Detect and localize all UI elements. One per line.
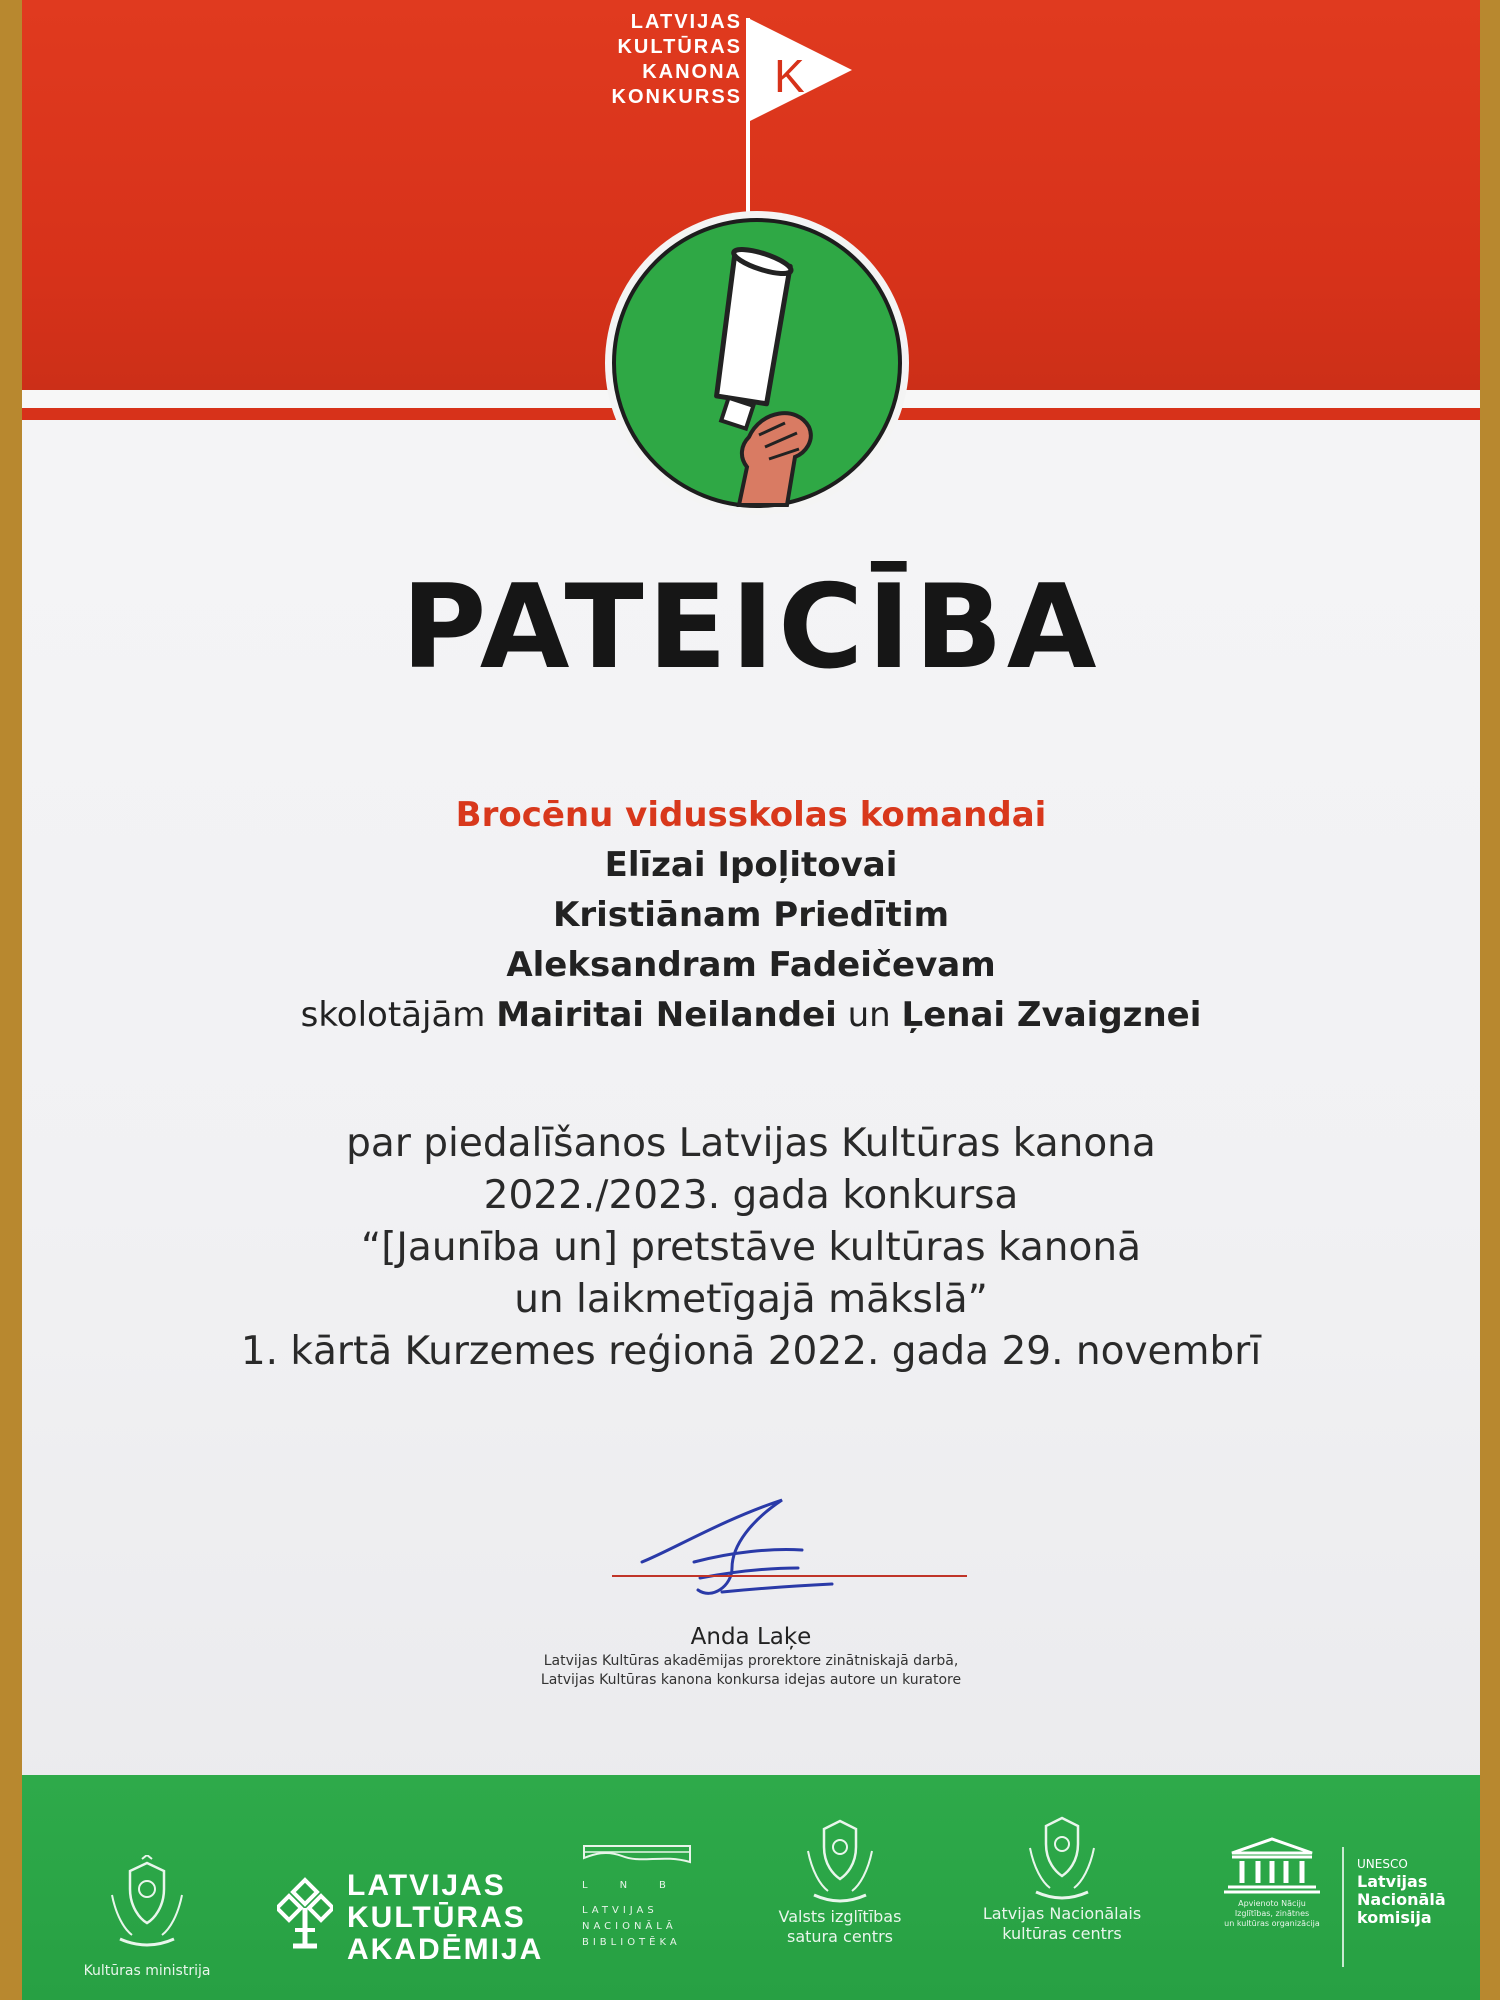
unesco-commission-line: Nacionālā komisija bbox=[1357, 1890, 1446, 1927]
reason-line: par piedalīšanos Latvijas Kultūras kanona bbox=[346, 1121, 1156, 1166]
academy-logo bbox=[277, 1870, 543, 1966]
unesco-commission-line: Latvijas bbox=[1357, 1872, 1428, 1891]
library-logo bbox=[582, 1842, 712, 1951]
ministry-name: Kultūras ministrija bbox=[83, 1963, 211, 1979]
contest-logo-line: KANONA bbox=[642, 61, 742, 83]
unesco-small-line: Apvienoto Nāciju bbox=[1238, 1899, 1306, 1908]
teachers-line bbox=[22, 990, 1480, 1040]
reason-line: 2022./2023. gada konkursa bbox=[483, 1173, 1019, 1218]
coat-of-arms-icon bbox=[1022, 1812, 1102, 1904]
library-wave-icon bbox=[582, 1842, 692, 1866]
recipients-block bbox=[22, 790, 1480, 1040]
reason-line: un laikmetīgajā mākslā” bbox=[514, 1277, 988, 1322]
library-line: LATVIJAS bbox=[582, 1905, 658, 1916]
contest-logo-text bbox=[582, 10, 742, 110]
library-abbr: LNB bbox=[582, 1880, 698, 1891]
coat-of-arms-icon bbox=[800, 1815, 880, 1907]
flag-letter: K bbox=[774, 50, 805, 102]
unesco-divider bbox=[1342, 1847, 1344, 1967]
academy-line: LATVIJAS bbox=[347, 1869, 506, 1902]
student-name: Kristiānam Priedītim bbox=[553, 895, 949, 935]
ministry-logo bbox=[72, 1855, 222, 1981]
academy-line: KULTŪRAS bbox=[347, 1901, 526, 1934]
reason-line: 1. kārtā Kurzemes reģionā 2022. gada 29. novembrī bbox=[240, 1329, 1262, 1374]
library-line: BIBLIOTĒKA bbox=[582, 1937, 681, 1948]
academy-line: AKADĒMIJA bbox=[347, 1933, 544, 1966]
visc-line: satura centrs bbox=[787, 1927, 893, 1946]
lnkc-logo bbox=[962, 1812, 1162, 1944]
signer-role: Latvijas Kultūras akadēmijas prorektore zinātniskajā darbā, bbox=[543, 1653, 959, 1669]
reason-line: “[Jaunība un] pretstāve kultūras kanonā bbox=[361, 1225, 1141, 1270]
teacher-name: Mairitai Neilandei bbox=[496, 995, 837, 1035]
contest-logo-line: KONKURSS bbox=[611, 86, 742, 108]
signer-role: Latvijas Kultūras kanona konkursa idejas autore un kuratore bbox=[540, 1672, 962, 1688]
signer-block bbox=[22, 1622, 1480, 1690]
coat-of-arms-icon bbox=[102, 1855, 192, 1955]
lnkc-line: kultūras centrs bbox=[1002, 1924, 1122, 1943]
visc-line: Valsts izglītības bbox=[778, 1907, 902, 1926]
unesco-small-line: Izglītības, zinātnes bbox=[1234, 1909, 1310, 1918]
contest-logo-line: KULTŪRAS bbox=[617, 36, 742, 58]
certificate-title: PATEICĪBA bbox=[401, 560, 1101, 695]
unesco-commission bbox=[1357, 1855, 1480, 1927]
visc-logo bbox=[755, 1815, 925, 1947]
contest-logo-line: LATVIJAS bbox=[630, 11, 742, 33]
teacher-name: Ļenai Zvaigznei bbox=[901, 995, 1202, 1035]
conjunction: un bbox=[847, 995, 891, 1035]
student-name: Aleksandram Fadeičevam bbox=[506, 945, 996, 985]
megaphone-medal-icon bbox=[599, 205, 915, 521]
signer-name: Anda Laķe bbox=[690, 1624, 812, 1650]
unesco-temple-icon bbox=[1212, 1835, 1332, 1895]
signature bbox=[582, 1490, 982, 1620]
certificate-sheet bbox=[22, 0, 1480, 2000]
unesco-title: UNESCO bbox=[1357, 1857, 1408, 1871]
team-name: Brocēnu vidusskolas komandai bbox=[455, 795, 1047, 835]
student-name: Elīzai Ipoļitovai bbox=[604, 845, 898, 885]
unesco-small-line: un kultūras organizācija bbox=[1224, 1919, 1320, 1928]
teachers-prefix: skolotājām bbox=[300, 995, 486, 1035]
academy-mark-icon bbox=[277, 1876, 333, 1952]
lnkc-line: Latvijas Nacionālais bbox=[982, 1904, 1142, 1923]
unesco-logo bbox=[1212, 1835, 1446, 1929]
library-line: NACIONĀLĀ bbox=[582, 1921, 677, 1932]
reason-block bbox=[22, 1118, 1480, 1378]
